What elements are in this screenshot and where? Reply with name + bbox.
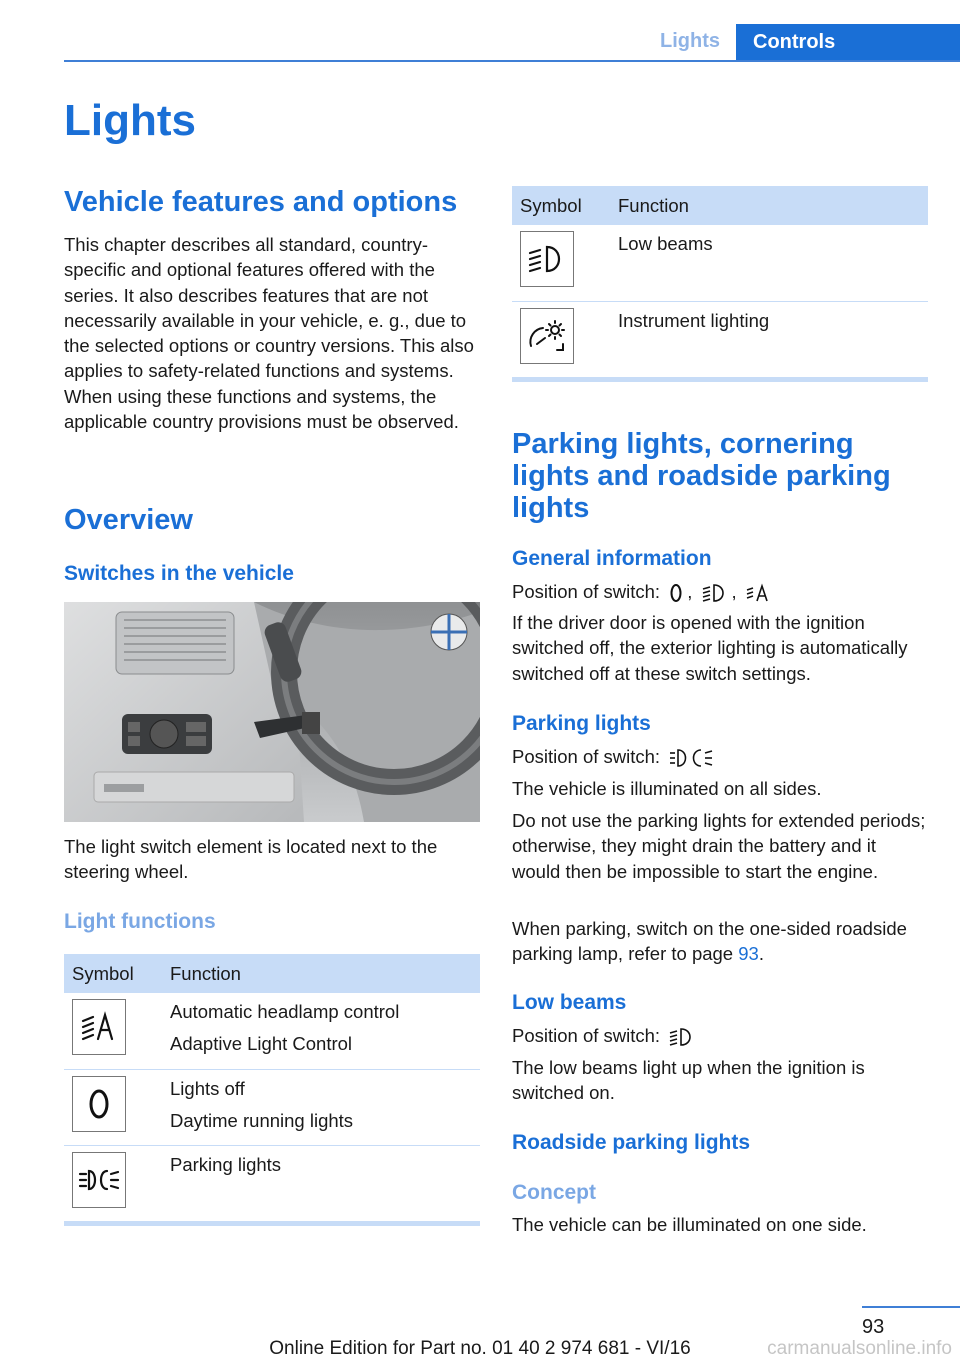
table-row <box>64 993 480 1069</box>
label-position-of-switch: Position of switch: <box>512 746 661 767</box>
heading-parking-cornering-roadside: Parking lights, cornering lights and roadside parking lights <box>512 428 891 524</box>
header-rule <box>64 60 960 62</box>
paragraph-general-information: If the driver door is opened with the ignition switched off, the exterior lighting is automatically switched off at these switch settings. <box>512 612 908 684</box>
function-low-beams: Low beams <box>618 233 713 254</box>
table-row <box>512 225 928 301</box>
light-functions-table-continued <box>512 186 928 378</box>
heading-parking-lights: Parking lights <box>512 712 651 735</box>
heading-switches-in-vehicle: Switches in the vehicle <box>64 562 294 585</box>
paragraph-when-parking: When parking, switch on the one-sided roadside parking lamp, refer to page 93. <box>512 918 907 965</box>
table-row <box>64 1069 480 1145</box>
label-position-of-switch: Position of switch: <box>512 581 661 602</box>
heading-general-information: General information <box>512 547 712 570</box>
function-parking-lights: Parking lights <box>170 1153 282 1175</box>
heading-low-beams: Low beams <box>512 991 627 1014</box>
footer-edition: Online Edition for Part no. 01 40 2 974 681 - VI/16 <box>269 1338 691 1359</box>
footer-rule <box>862 1306 960 1308</box>
light-functions-table <box>64 954 480 1222</box>
dashboard-light-switch-photo <box>64 602 480 822</box>
caption-light-switch-location: The light switch element is located next to the steering wheel. <box>64 836 438 883</box>
low-beams-icon <box>669 1026 695 1048</box>
page-reference-link[interactable]: 93 <box>738 943 759 965</box>
table-bottom-rule <box>64 1221 480 1226</box>
lights-off-icon <box>72 1076 126 1132</box>
function-adaptive-light: Adaptive Light Control <box>170 1033 353 1054</box>
low-beams-icon <box>520 231 574 287</box>
switch-positions-general: Position of switch: , , <box>512 579 928 604</box>
page-title: Lights <box>64 96 196 145</box>
heading-concept: Concept <box>512 1181 596 1204</box>
paragraph-concept: The vehicle can be illuminated on one side. <box>512 1214 867 1235</box>
function-lights-off: Lights off <box>170 1077 245 1099</box>
table-row <box>512 301 928 377</box>
function-daytime-running: Daytime running lights <box>170 1109 354 1131</box>
table-row <box>64 1145 480 1221</box>
page-number: 93 <box>862 1316 885 1338</box>
heading-vehicle-features: Vehicle features and options <box>64 186 458 218</box>
function-automatic-headlamp: Automatic headlamp control <box>170 1001 400 1022</box>
column-header-symbol: Symbol <box>512 186 618 225</box>
watermark: carmanualsonline.info <box>767 1338 952 1359</box>
heading-roadside-parking-lights: Roadside parking lights <box>512 1131 751 1154</box>
paragraph-low-beams: The low beams light up when the ignition is switched on. <box>512 1057 865 1104</box>
table-header-row <box>64 954 480 993</box>
heading-light-functions: Light functions <box>64 910 216 933</box>
instrument-lighting-icon <box>520 308 574 364</box>
low-beams-icon <box>702 582 728 604</box>
table-bottom-rule <box>512 377 928 382</box>
function-instrument-lighting: Instrument lighting <box>618 309 770 331</box>
paragraph-parking-lights-warning: Do not use the parking lights for extended periods; otherwise, they might drain the battery and it would then be impossible to start the engine. <box>512 810 926 882</box>
running-header-chapter-tab[interactable]: Controls <box>736 24 960 62</box>
auto-headlamp-icon <box>72 999 126 1055</box>
parking-lights-icon <box>669 747 717 769</box>
auto-headlamp-icon <box>746 582 772 604</box>
column-header-symbol: Symbol <box>64 954 170 993</box>
table-header-row <box>512 186 928 225</box>
label-position-of-switch: Position of switch: <box>512 1025 661 1046</box>
lights-off-icon <box>669 582 683 604</box>
switch-position-parking <box>512 744 928 769</box>
heading-overview: Overview <box>64 504 193 536</box>
paragraph-illuminated-all-sides: The vehicle is illuminated on all sides. <box>512 778 822 799</box>
parking-lights-icon <box>72 1152 126 1208</box>
paragraph-vehicle-features: This chapter describes all standard, country-specific and optional features offered with the series. It also describes features that are not necessarily available in your vehicle, e. g., due to the selected options or country versions. This also applies to safety-related functions and systems. When using these functions and systems, the applicable country provisions must be observed. <box>64 234 474 433</box>
running-header-section: Lights <box>660 30 720 52</box>
column-header-function: Function <box>170 954 480 993</box>
switch-position-low-beams <box>512 1023 928 1048</box>
column-header-function: Function <box>618 186 928 225</box>
